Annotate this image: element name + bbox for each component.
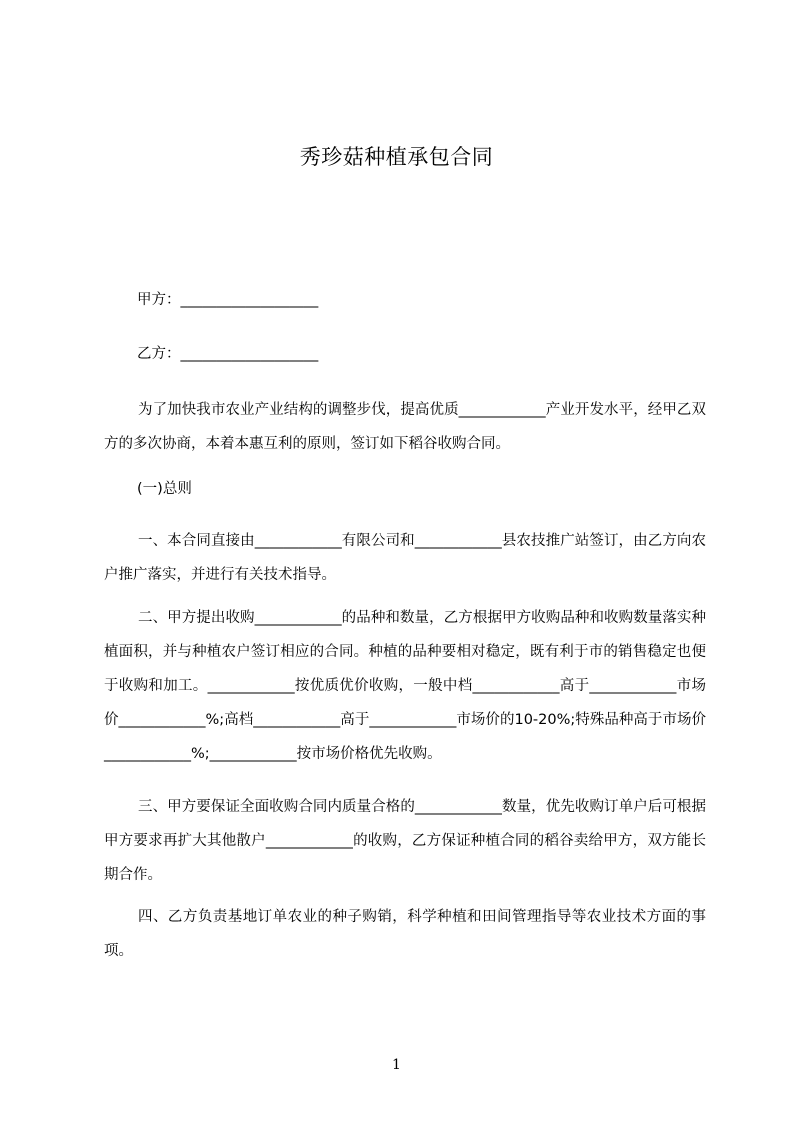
document-title: 秀珍菇种植承包合同 — [299, 145, 494, 169]
clause-3-paragraph: 三、甲方要保证全面收购合同内质量合格的____________数量，优先收购订单户后可根据甲方要求再扩大其他散户____________的收购，乙方保证种植合同的稻谷卖给甲方，双方能长期合作。 — [104, 799, 706, 883]
section-heading: (一)总则 — [137, 481, 192, 497]
page-number: 1 — [392, 1057, 401, 1073]
clause-2-paragraph: 二、甲方提出收购____________的品种和数量，乙方根据甲方收购品种和收购数量落实种植面积，并与种植农户签订相应的合同。种植的品种要相对稳定，既有利于市的销售稳定也便于收购和加工。____________按优质优价收购，一般中档____________高于____________市场价____________%;高档____________高于____________市场价的10-20%;特殊品种高于市场价____________%;____________按市场价格优先收购。 — [104, 610, 706, 762]
party-b-line: 乙方：___________________ — [137, 346, 319, 362]
party-a-line: 甲方：___________________ — [137, 292, 319, 308]
clause-4-paragraph: 四、乙方负责基地订单农业的种子购销，科学种植和田间管理指导等农业技术方面的事项。 — [104, 909, 706, 959]
clause-1-paragraph: 一、本合同直接由____________有限公司和____________县农技推广站签订，由乙方向农户推广落实，并进行有关技术指导。 — [104, 533, 706, 583]
intro-paragraph: 为了加快我市农业产业结构的调整步伐，提高优质____________产业开发水平，经甲乙双方的多次协商，本着本惠互利的原则，签订如下稻谷收购合同。 — [104, 402, 706, 452]
